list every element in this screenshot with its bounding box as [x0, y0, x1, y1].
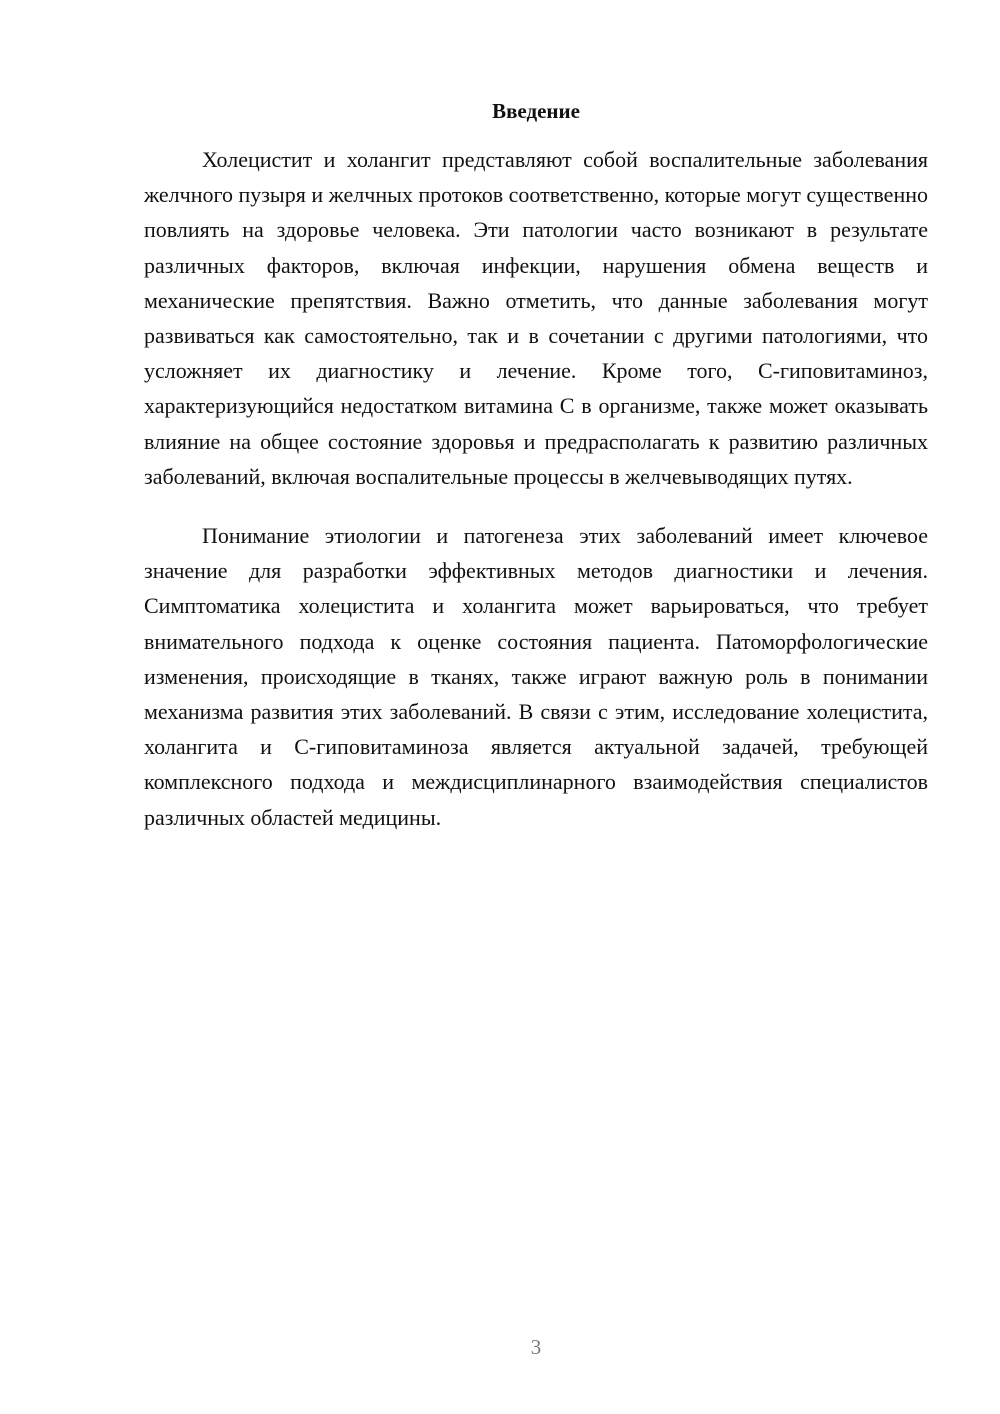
page-number: 3 [530, 1335, 542, 1359]
section-heading: Введение [492, 99, 580, 123]
body-text [144, 142, 928, 835]
paragraph-2: Понимание этиологии и патогенеза этих заболеваний имеет ключевое значение для разработки эффективных методов диагностики и лечения. Симптоматика холецистита и холангита может варьироваться, что требует внимательного подхода к оценке состояния пациента. Патоморфологические изменения, происходящие в тканях, также играют важную роль в понимании механизма развития этих заболеваний. В связи с этим, исследование холецистита, холангита и С-гиповитаминоза является актуальной задачей, требующей комплексного подхода и междисциплинарного взаимодействия специалистов различных областей медицины. [144, 523, 928, 830]
paragraph-1: Холецистит и холангит представляют собой воспалительные заболевания желчного пузыря и желчных протоков соответственно, которые могут существенно повлиять на здоровье человека. Эти патологии часто возникают в результате различных факторов, включая инфекции, нарушения обмена веществ и механические препятствия. Важно отметить, что данные заболевания могут развиваться как самостоятельно, так и в сочетании с другими патологиями, что усложняет их диагностику и лечение. Кроме того, С-гиповитаминоз, характеризующийся недостатком витамина С в организме, также может оказывать влияние на общее состояние здоровья и предрасполагать к развитию различных заболеваний, включая воспалительные процессы в желчевыводящих путях. [144, 147, 928, 489]
